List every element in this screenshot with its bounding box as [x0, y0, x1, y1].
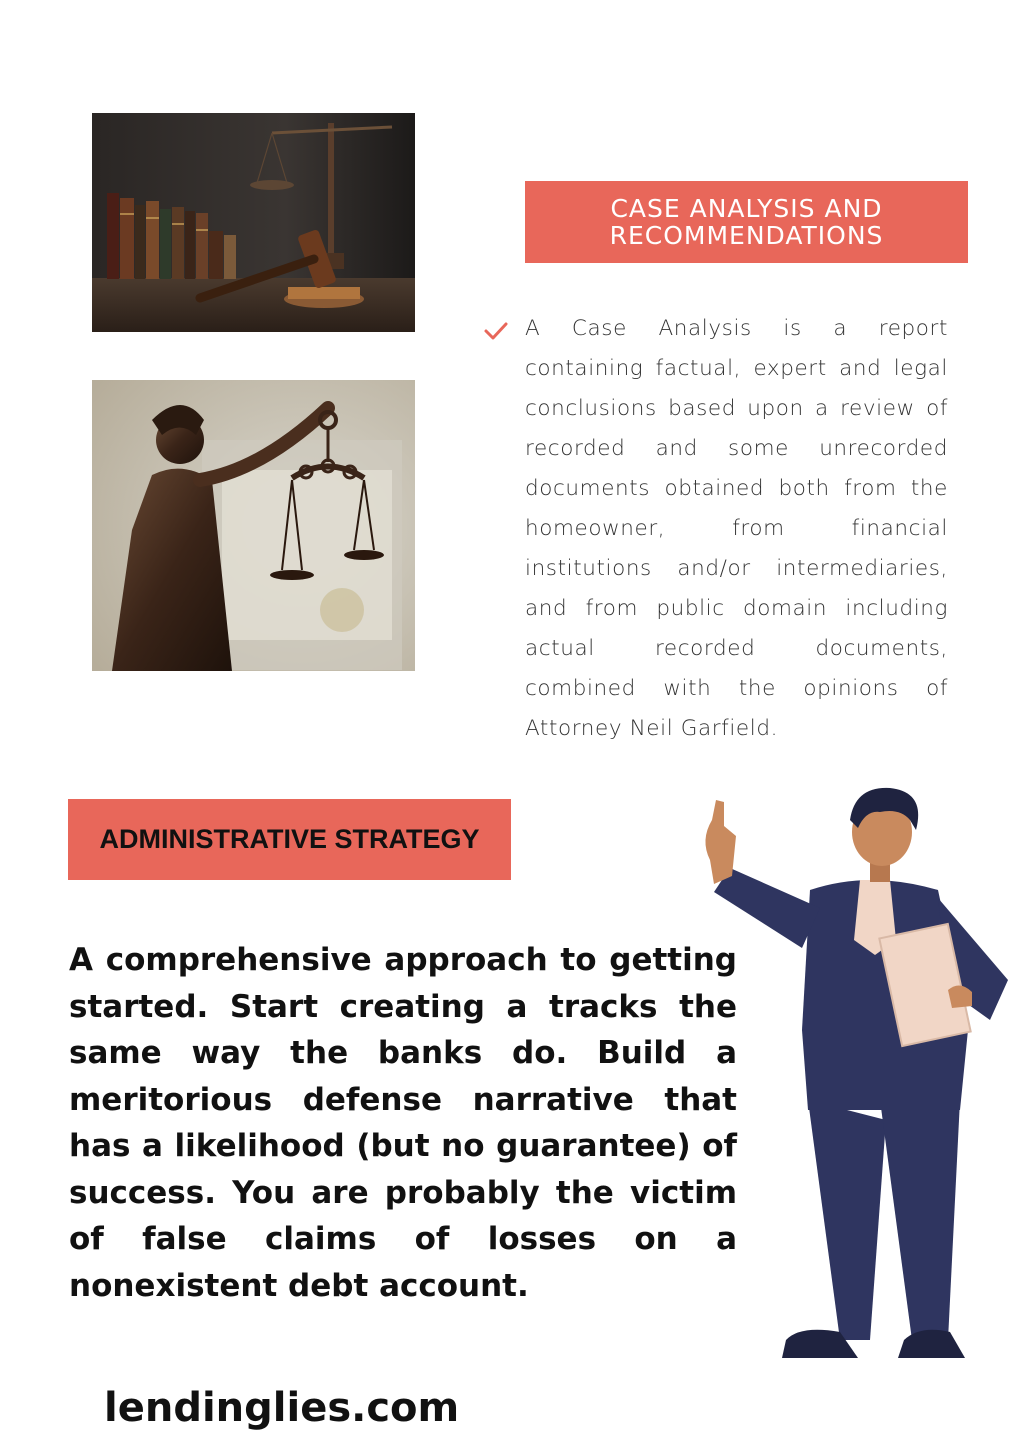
case-analysis-heading-text: CASE ANALYSIS AND RECOMMENDATIONS — [609, 194, 884, 250]
administrative-strategy-heading — [68, 799, 511, 880]
case-analysis-heading — [525, 181, 968, 263]
lady-justice-statue-photo — [92, 380, 415, 671]
website-url[interactable]: lendinglies.com — [104, 1385, 460, 1431]
case-analysis-description: A Case Analysis is a report containing factual, expert and legal conclusions based upon a review of recorded and some unrecorded documents obtained both from the homeowner, from financial institutions and/or intermediaries, and from public domain including actual recorded documents, combined with the opinions of Attorney Neil Garfield. — [525, 316, 948, 741]
gavel-and-scales-photo — [92, 113, 415, 332]
checkmark-icon — [483, 320, 509, 342]
administrative-strategy-description: A comprehensive approach to getting started. Start creating a tracks the same way the banks do. Build a meritorious defense narrative that has a likelihood (but no guarantee) of success. You are probably the victim of false claims of losses on a nonexistent debt account. — [69, 942, 737, 1304]
businessman-pointing-illustration — [690, 780, 1024, 1365]
administrative-strategy-heading-text: ADMINISTRATIVE STRATEGY — [99, 824, 480, 854]
